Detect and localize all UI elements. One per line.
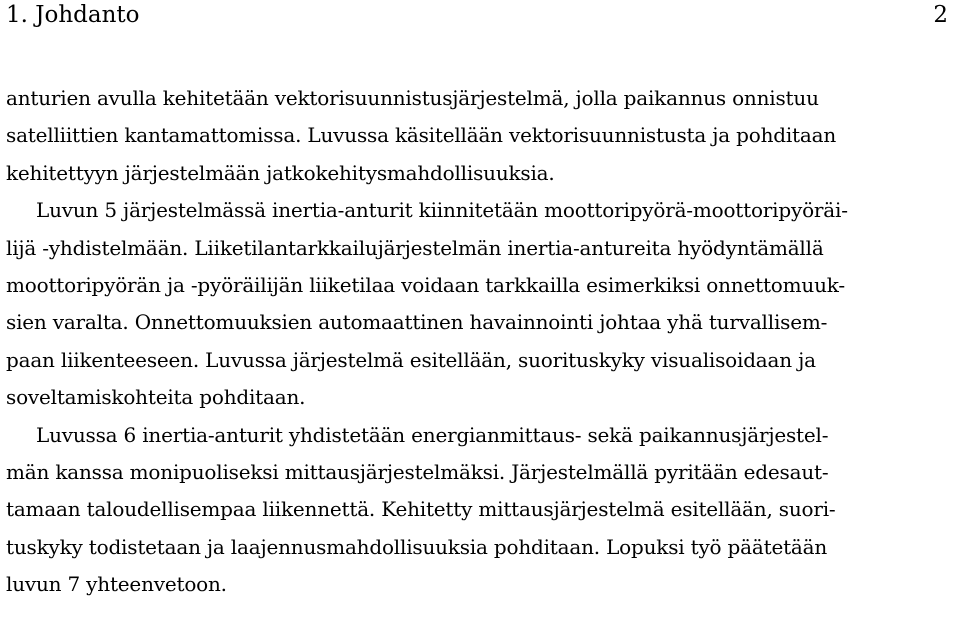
text-line: paan liikenteeseen. Luvussa järjestelmä esitellään, suorituskyky visualisoidaan ja (6, 347, 816, 372)
chapter-title: 1. Johdanto (6, 2, 140, 28)
text-line: satelliittien kantamattomissa. Luvussa käsitellään vektorisuunnistusta ja pohditaan (6, 123, 837, 148)
text-line: kehitettyyn järjestelmään jatkokehitysmahdollisuuksia. (6, 160, 555, 185)
text-line: anturien avulla kehitetään vektorisuunnistusjärjestelmä, jolla paikannus onnistuu (6, 86, 819, 110)
text-line: moottoripyörän ja -pyöräilijän liiketilaa voidaan tarkkailla esimerkiksi onnettomuuk- (6, 272, 845, 297)
text-line: lijä -yhdistelmään. Liiketilantarkkailujärjestelmän inertia-antureita hyödyntämällä (6, 235, 824, 260)
body-text (6, 80, 848, 603)
text-line: tamaan taloudellisempaa liikennettä. Kehitetty mittausjärjestelmä esitellään, suori- (6, 497, 836, 522)
paragraph-start-line: Luvussa 6 inertia-anturit yhdistetään energianmittaus- sekä paikannusjärjestel- (36, 422, 829, 447)
text-line: soveltamiskohteita pohditaan. (6, 385, 306, 410)
text-line: tuskyky todistetaan ja laajennusmahdollisuuksia pohditaan. Lopuksi työ päätetään (6, 534, 828, 559)
paragraph-start-line: Luvun 5 järjestelmässä inertia-anturit kiinnitetään moottoripyörä-moottoripyöräi- (36, 198, 848, 223)
text-line: män kanssa monipuoliseksi mittausjärjestelmäksi. Järjestelmällä pyritään edesaut- (6, 459, 829, 484)
page-number: 2 (933, 2, 948, 28)
text-line: sien varalta. Onnettomuuksien automaattinen havainnointi johtaa yhä turvallisem- (6, 310, 828, 335)
text-line: luvun 7 yhteenvetoon. (6, 572, 227, 597)
page-header (6, 0, 948, 30)
